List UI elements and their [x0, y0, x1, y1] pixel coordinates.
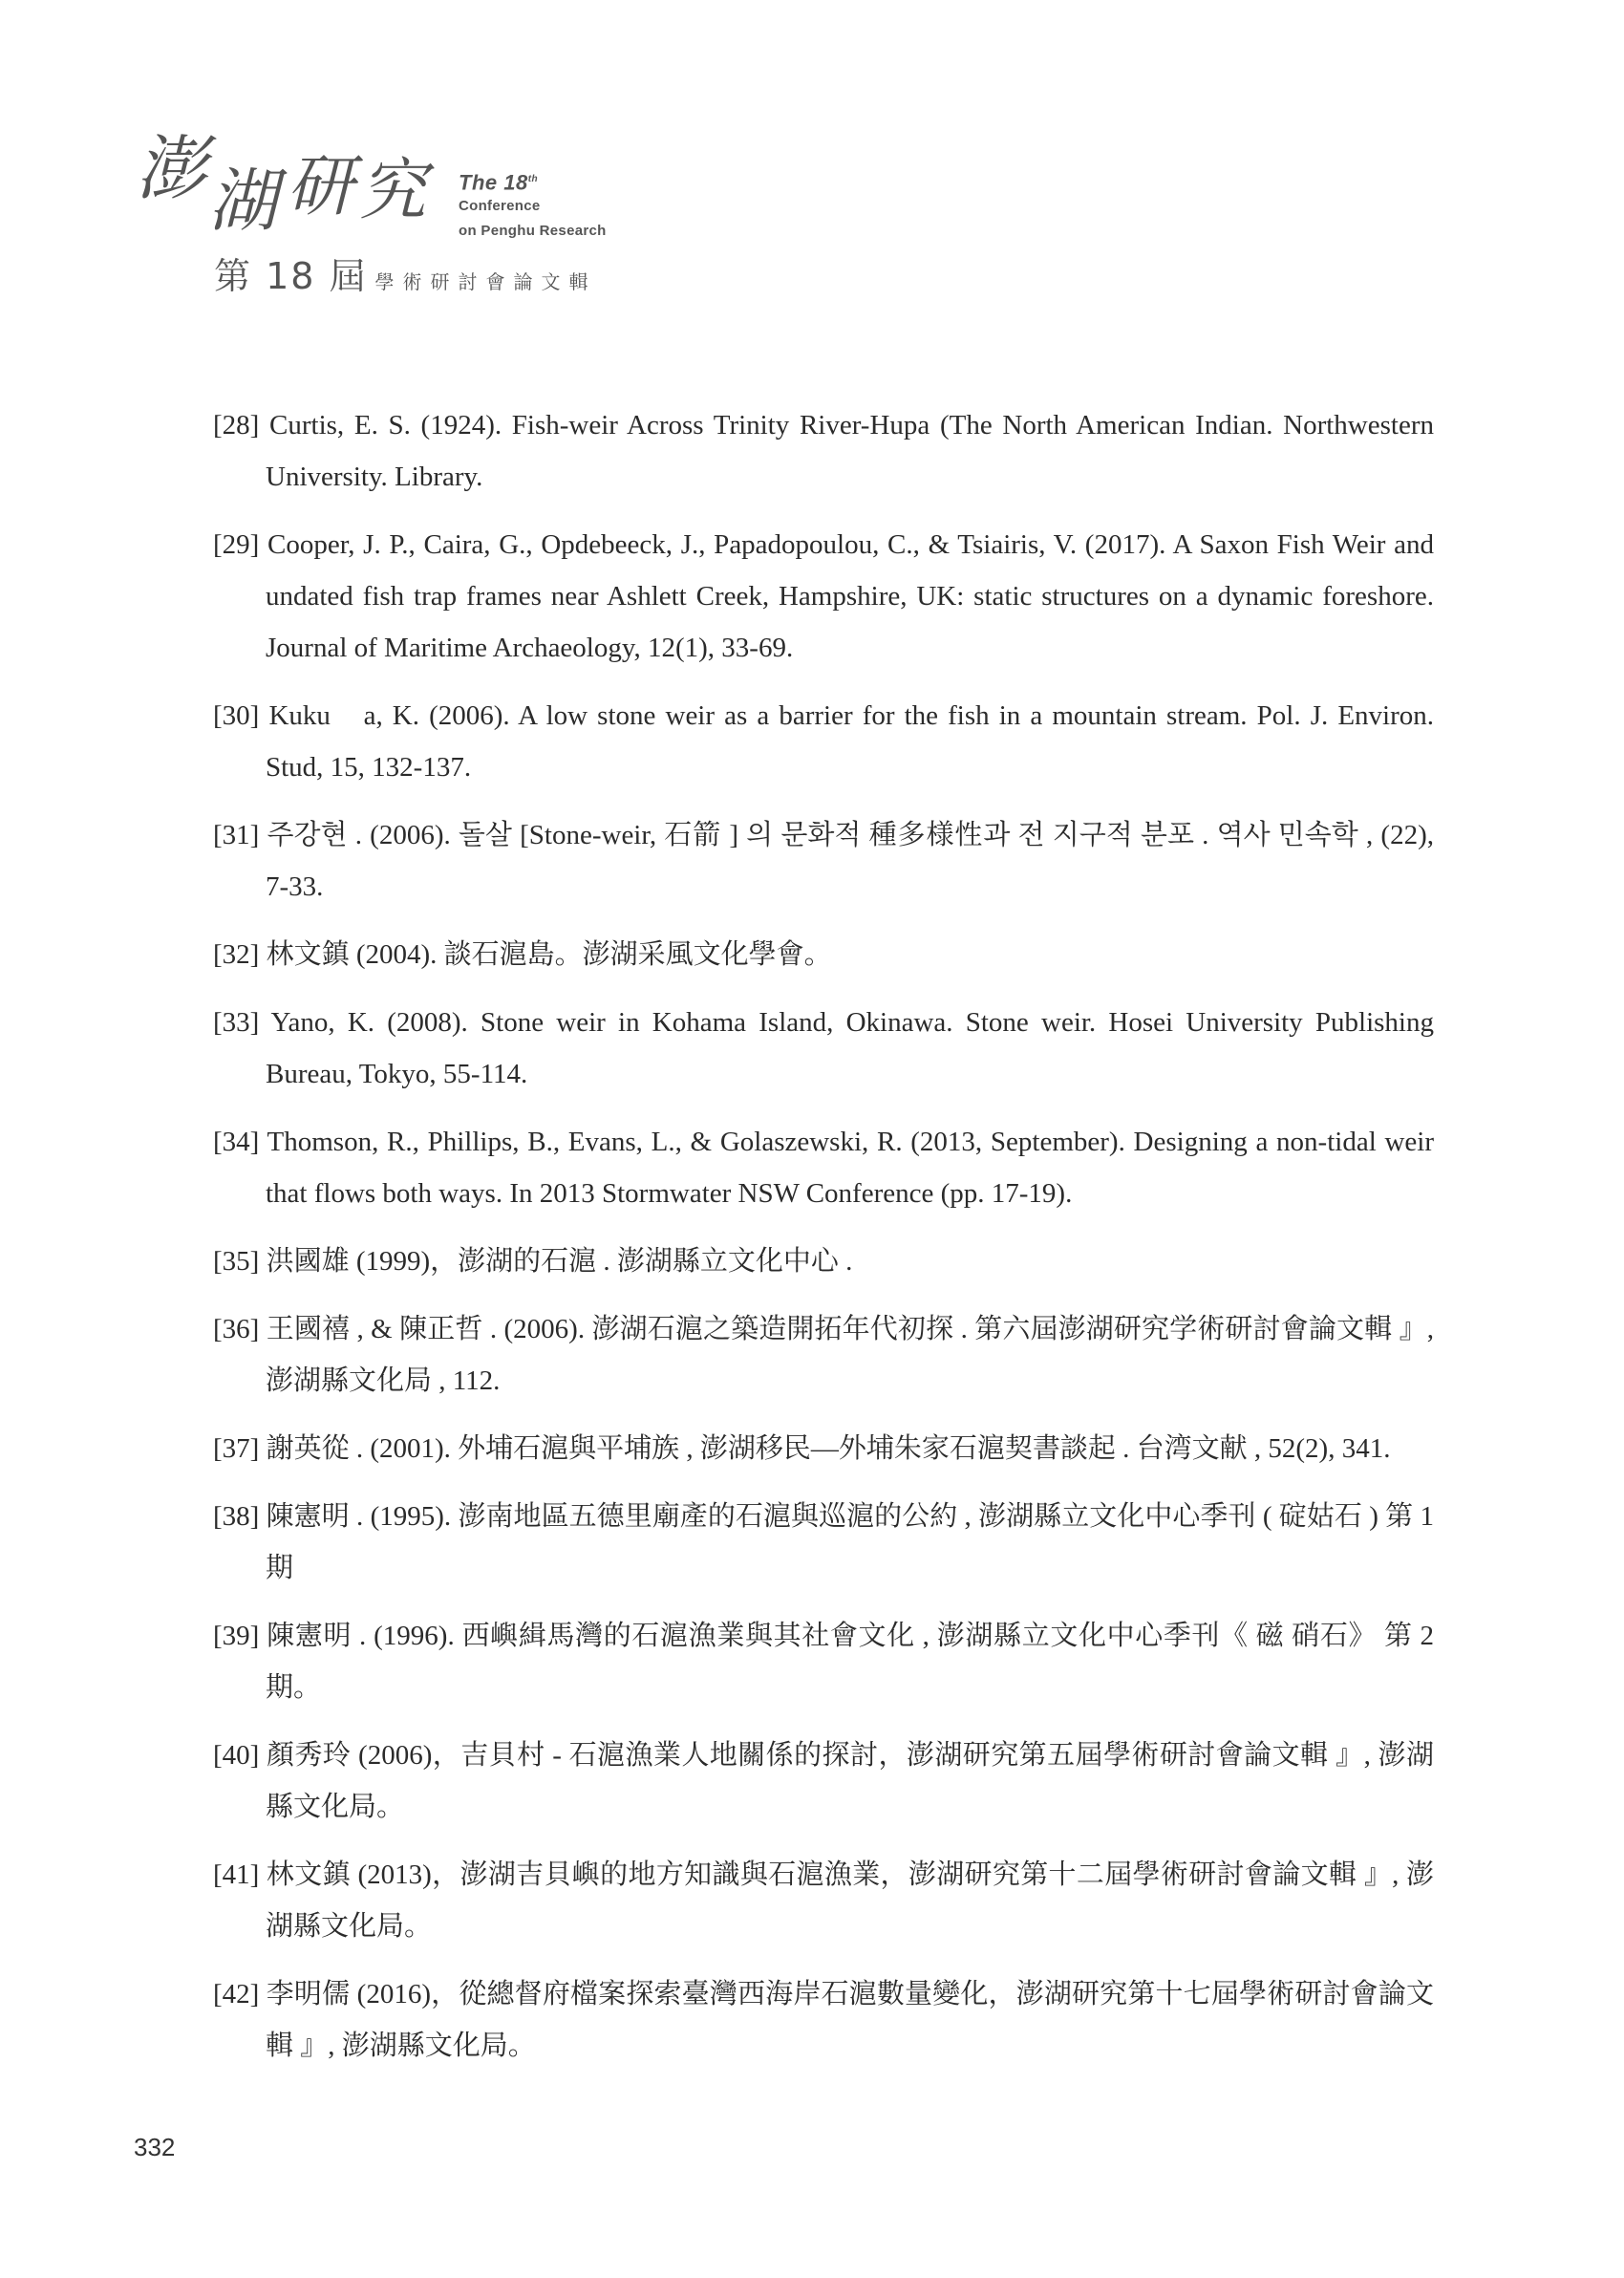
- reference-number: [37]: [213, 1433, 260, 1464]
- masthead-title-char-1: 澎: [136, 128, 206, 210]
- reference-39: [213, 1610, 1434, 1713]
- reference-number: [41]: [213, 1859, 260, 1890]
- reference-text: 陳憲明 . (1996). 西嶼緝馬灣的石滬漁業與其社會文化 , 澎湖縣立文化中心季刊《 磁 硝石》 第 2 期。: [266, 1621, 1434, 1703]
- edition-text: The 18: [459, 170, 528, 195]
- reference-number: [39]: [213, 1621, 260, 1651]
- reference-number: [35]: [213, 1246, 260, 1277]
- journal-masthead: [134, 124, 669, 306]
- masthead-title-char-3: 研: [287, 147, 353, 226]
- reference-text: 王國禧 , & 陳正哲 . (2006). 澎湖石滬之築造開拓年代初探 . 第六屆澎湖研究学術研討會論文輯 』, 澎湖縣文化局 , 112.: [266, 1314, 1435, 1396]
- reference-text: 李明儒 (2016)，從總督府檔案探索臺灣西海岸石滬數量變化，澎湖研究第十七屆學術研討會論文輯 』, 澎湖縣文化局。: [266, 1979, 1434, 2061]
- reference-28: [213, 399, 1434, 503]
- reference-text: Kuku a, K. (2006). A low stone weir as a barrier for the fish in a mountain stream. Pol. J. Environ. Stud, 15, 132-137.: [266, 700, 1435, 783]
- reference-number: [31]: [213, 820, 260, 850]
- reference-text: Thomson, R., Phillips, B., Evans, L., & Golaszewski, R. (2013, September). Designing a non-tidal weir that flows both ways. In 2013 Stormwater NSW Conference (pp. 17-19).: [266, 1127, 1435, 1209]
- reference-number: [36]: [213, 1314, 260, 1344]
- reference-text: 주강현 . (2006). 돌살 [Stone-weir, 石箭 ] 의 문화적 種多様性과 전 지구적 분포 . 역사 민속학 , (22), 7-33.: [266, 820, 1434, 902]
- masthead-edition-number: 第 18 屆: [214, 255, 368, 297]
- reference-number: [29]: [213, 529, 260, 560]
- reference-number: [34]: [213, 1127, 260, 1157]
- reference-number: [40]: [213, 1740, 260, 1771]
- masthead-subtitle: [214, 247, 749, 299]
- masthead-title-char-2: 湖: [208, 161, 278, 241]
- reference-text: 林文鎮 (2013)，澎湖吉貝嶼的地方知識與石滬漁業，澎湖研究第十二屆學術研討會論文輯 』, 澎湖縣文化局。: [266, 1859, 1434, 1942]
- masthead-proceedings-label: 學術研討會論文輯: [374, 270, 597, 293]
- reference-list: [213, 399, 1434, 2088]
- reference-31: [213, 809, 1434, 913]
- masthead-english-edition: [459, 168, 688, 194]
- reference-33: [213, 997, 1434, 1100]
- reference-41: [213, 1849, 1434, 1952]
- reference-34: [213, 1116, 1434, 1219]
- reference-text: 顏秀玲 (2006)，吉貝村 - 石滬漁業人地關係的探討，澎湖研究第五屆學術研討會論文輯 』, 澎湖縣文化局。: [266, 1740, 1435, 1822]
- reference-text: Yano, K. (2008). Stone weir in Kohama Island, Okinawa. Stone weir. Hosei University Publishing Bureau, Tokyo, 55-114.: [266, 1007, 1434, 1089]
- page-number: 332: [134, 2133, 176, 2161]
- reference-text: Curtis, E. S. (1924). Fish-weir Across Trinity River-Hupa (The North American Indian. Northwestern University. Library.: [266, 410, 1434, 492]
- reference-text: Cooper, J. P., Caira, G., Opdebeeck, J., Papadopoulou, C., & Tsiairis, V. (2017). A Saxon Fish Weir and undated fish trap frames near Ashlett Creek, Hampshire, UK: static structures on a dynamic foreshore. Journal of Maritime Archaeology, 12(1), 33-69.: [266, 529, 1434, 663]
- reference-40: [213, 1730, 1434, 1833]
- reference-29: [213, 519, 1434, 674]
- reference-number: [28]: [213, 410, 260, 441]
- reference-number: [38]: [213, 1501, 260, 1532]
- masthead-english-penghu: on Penghu Research: [459, 223, 607, 240]
- reference-number: [32]: [213, 939, 260, 970]
- reference-number: [30]: [213, 700, 260, 731]
- reference-38: [213, 1491, 1434, 1594]
- reference-number: [33]: [213, 1007, 260, 1038]
- masthead-title-char-4: 究: [359, 151, 426, 229]
- reference-text: 洪國雄 (1999)，澎湖的石滬 . 澎湖縣立文化中心 .: [266, 1246, 853, 1277]
- reference-36: [213, 1303, 1434, 1407]
- reference-text: 陳憲明 . (1995). 澎南地區五德里廟產的石滬與巡滬的公約 , 澎湖縣立文化中心季刊 ( 碇姑石 ) 第 1 期: [266, 1501, 1434, 1583]
- masthead-english: [459, 168, 688, 244]
- reference-text: 謝英從 . (2001). 外埔石滬與平埔族 , 澎湖移民—外埔朱家石滬契書談起 . 台湾文献 , 52(2), 341.: [266, 1433, 1391, 1464]
- reference-35: [213, 1236, 1434, 1287]
- reference-32: [213, 929, 1434, 980]
- edition-ordinal: th: [527, 174, 539, 184]
- masthead-english-conference: Conference: [459, 198, 541, 215]
- reference-37: [213, 1423, 1434, 1474]
- reference-number: [42]: [213, 1979, 260, 2009]
- masthead-title: [134, 124, 459, 239]
- reference-42: [213, 1968, 1434, 2072]
- reference-30: [213, 690, 1434, 793]
- reference-text: 林文鎮 (2004). 談石滬島。澎湖采風文化學會。: [266, 939, 832, 970]
